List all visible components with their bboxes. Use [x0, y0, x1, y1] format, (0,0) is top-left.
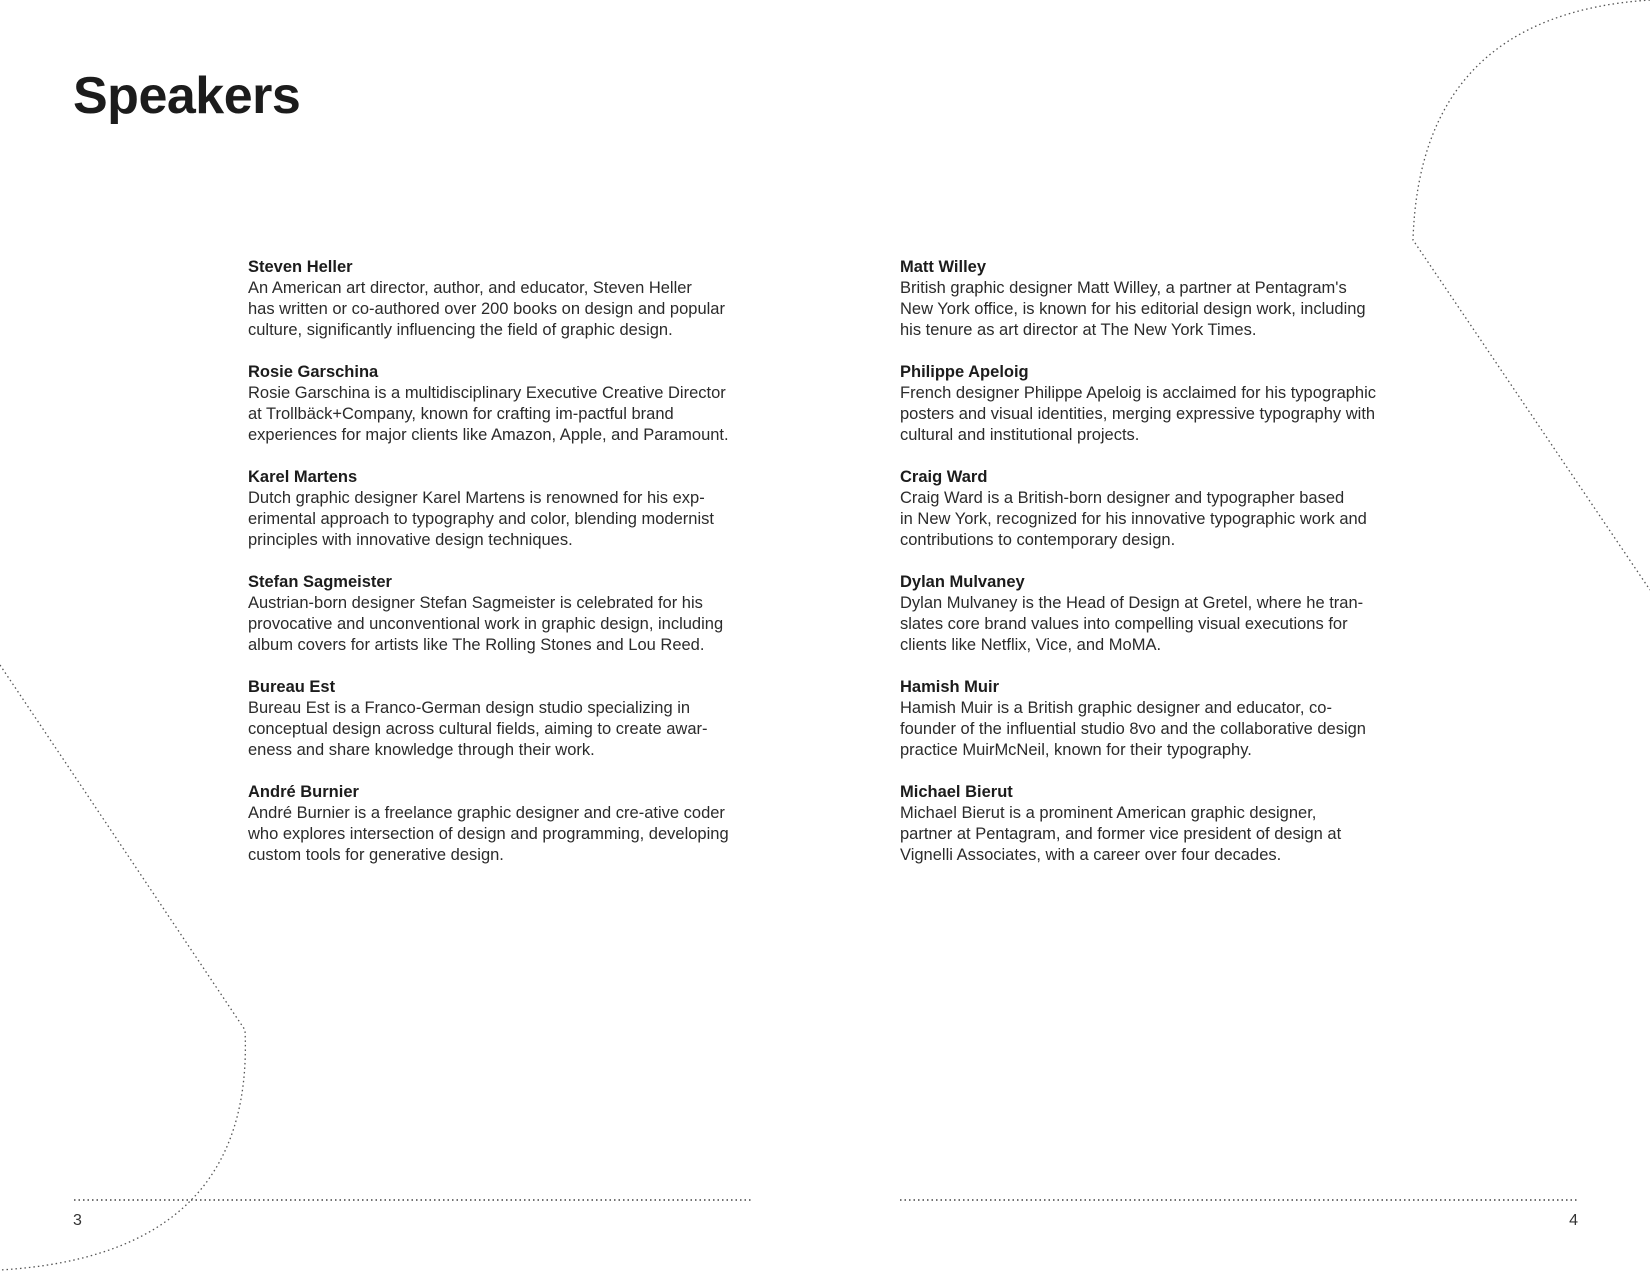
speaker-bio: Dutch graphic designer Karel Martens is renowned for his exp- erimental approach to typography and color, blending modernist principles with innovative design techniques.: [248, 489, 714, 549]
speaker-entry: [248, 572, 768, 656]
speaker-bio: Austrian-born designer Stefan Sagmeister is celebrated for his provocative and unconventional work in graphic design, including album covers for artists like The Rolling Stones and Lou Reed.: [248, 594, 724, 654]
speaker-name: Bureau Est: [248, 678, 336, 696]
speaker-name: Hamish Muir: [900, 678, 1000, 696]
speaker-bio: British graphic designer Matt Willey, a partner at Pentagram's New York office, is known for his editorial design work, including his tenure as art director at The New York Times.: [900, 279, 1366, 339]
speaker-bio: French designer Philippe Apeloig is acclaimed for his typographic posters and visual identities, merging expressive typography with cultural and institutional projects.: [900, 384, 1377, 444]
speaker-name: Dylan Mulvaney: [900, 573, 1025, 591]
speaker-entry: [248, 257, 768, 341]
speaker-bio: Hamish Muir is a British graphic designer and educator, co- founder of the influential studio 8vo and the collaborative design practice MuirMcNeil, known for their typography.: [900, 699, 1366, 759]
speakers-column-left: [248, 257, 768, 887]
speaker-name: Rosie Garschina: [248, 363, 379, 381]
speaker-name: Stefan Sagmeister: [248, 573, 392, 591]
page-number-right: 4: [1569, 1212, 1578, 1229]
speaker-name: Michael Bierut: [900, 783, 1013, 801]
speaker-name: Karel Martens: [248, 468, 358, 486]
speaker-bio: Bureau Est is a Franco-German design studio specializing in conceptual design across cultural fields, aiming to create awar- eness and share knowledge through their work.: [248, 699, 708, 759]
speaker-entry: [248, 362, 768, 446]
speaker-entry: [900, 782, 1420, 866]
speaker-entry: [900, 572, 1420, 656]
speaker-bio: Dylan Mulvaney is the Head of Design at Gretel, where he tran- slates core brand values into compelling visual executions for clients like Netflix, Vice, and MoMA.: [900, 594, 1364, 654]
speaker-name: André Burnier: [248, 783, 359, 801]
speaker-bio: An American art director, author, and educator, Steven Heller has written or co-authored over 200 books on design and popular culture, significantly influencing the field of graphic design.: [248, 279, 725, 339]
speaker-entry: [900, 257, 1420, 341]
speakers-column-right: [900, 257, 1420, 887]
speaker-bio: André Burnier is a freelance graphic designer and cre-ative coder who explores intersection of design and programming, developing custom tools for generative design.: [248, 804, 729, 864]
speaker-name: Matt Willey: [900, 258, 987, 276]
speaker-entry: [900, 467, 1420, 551]
speaker-name: Philippe Apeloig: [900, 363, 1029, 381]
page-number-left: 3: [73, 1212, 82, 1229]
speaker-entry: [900, 362, 1420, 446]
speaker-entry: [900, 677, 1420, 761]
page-title: Speakers: [73, 67, 301, 125]
speaker-bio: Rosie Garschina is a multidisciplinary Executive Creative Director at Trollbäck+Company, known for crafting im-pactful brand experiences for major clients like Amazon, Apple, and Paramount.: [248, 384, 729, 444]
decorative-arc-right: [1413, 0, 1650, 590]
speaker-bio: Michael Bierut is a prominent American graphic designer, partner at Pentagram, and former vice president of design at Vignelli Associates, with a career over four decades.: [900, 804, 1342, 864]
speaker-entry: [248, 677, 768, 761]
speaker-bio: Craig Ward is a British-born designer and typographer based in New York, recognized for his innovative typographic work and contributions to contemporary design.: [900, 489, 1367, 549]
decorative-arc-left: [0, 665, 245, 1270]
speaker-entry: [248, 467, 768, 551]
speaker-name: Craig Ward: [900, 468, 988, 486]
speaker-name: Steven Heller: [248, 258, 353, 276]
speaker-entry: [248, 782, 768, 866]
